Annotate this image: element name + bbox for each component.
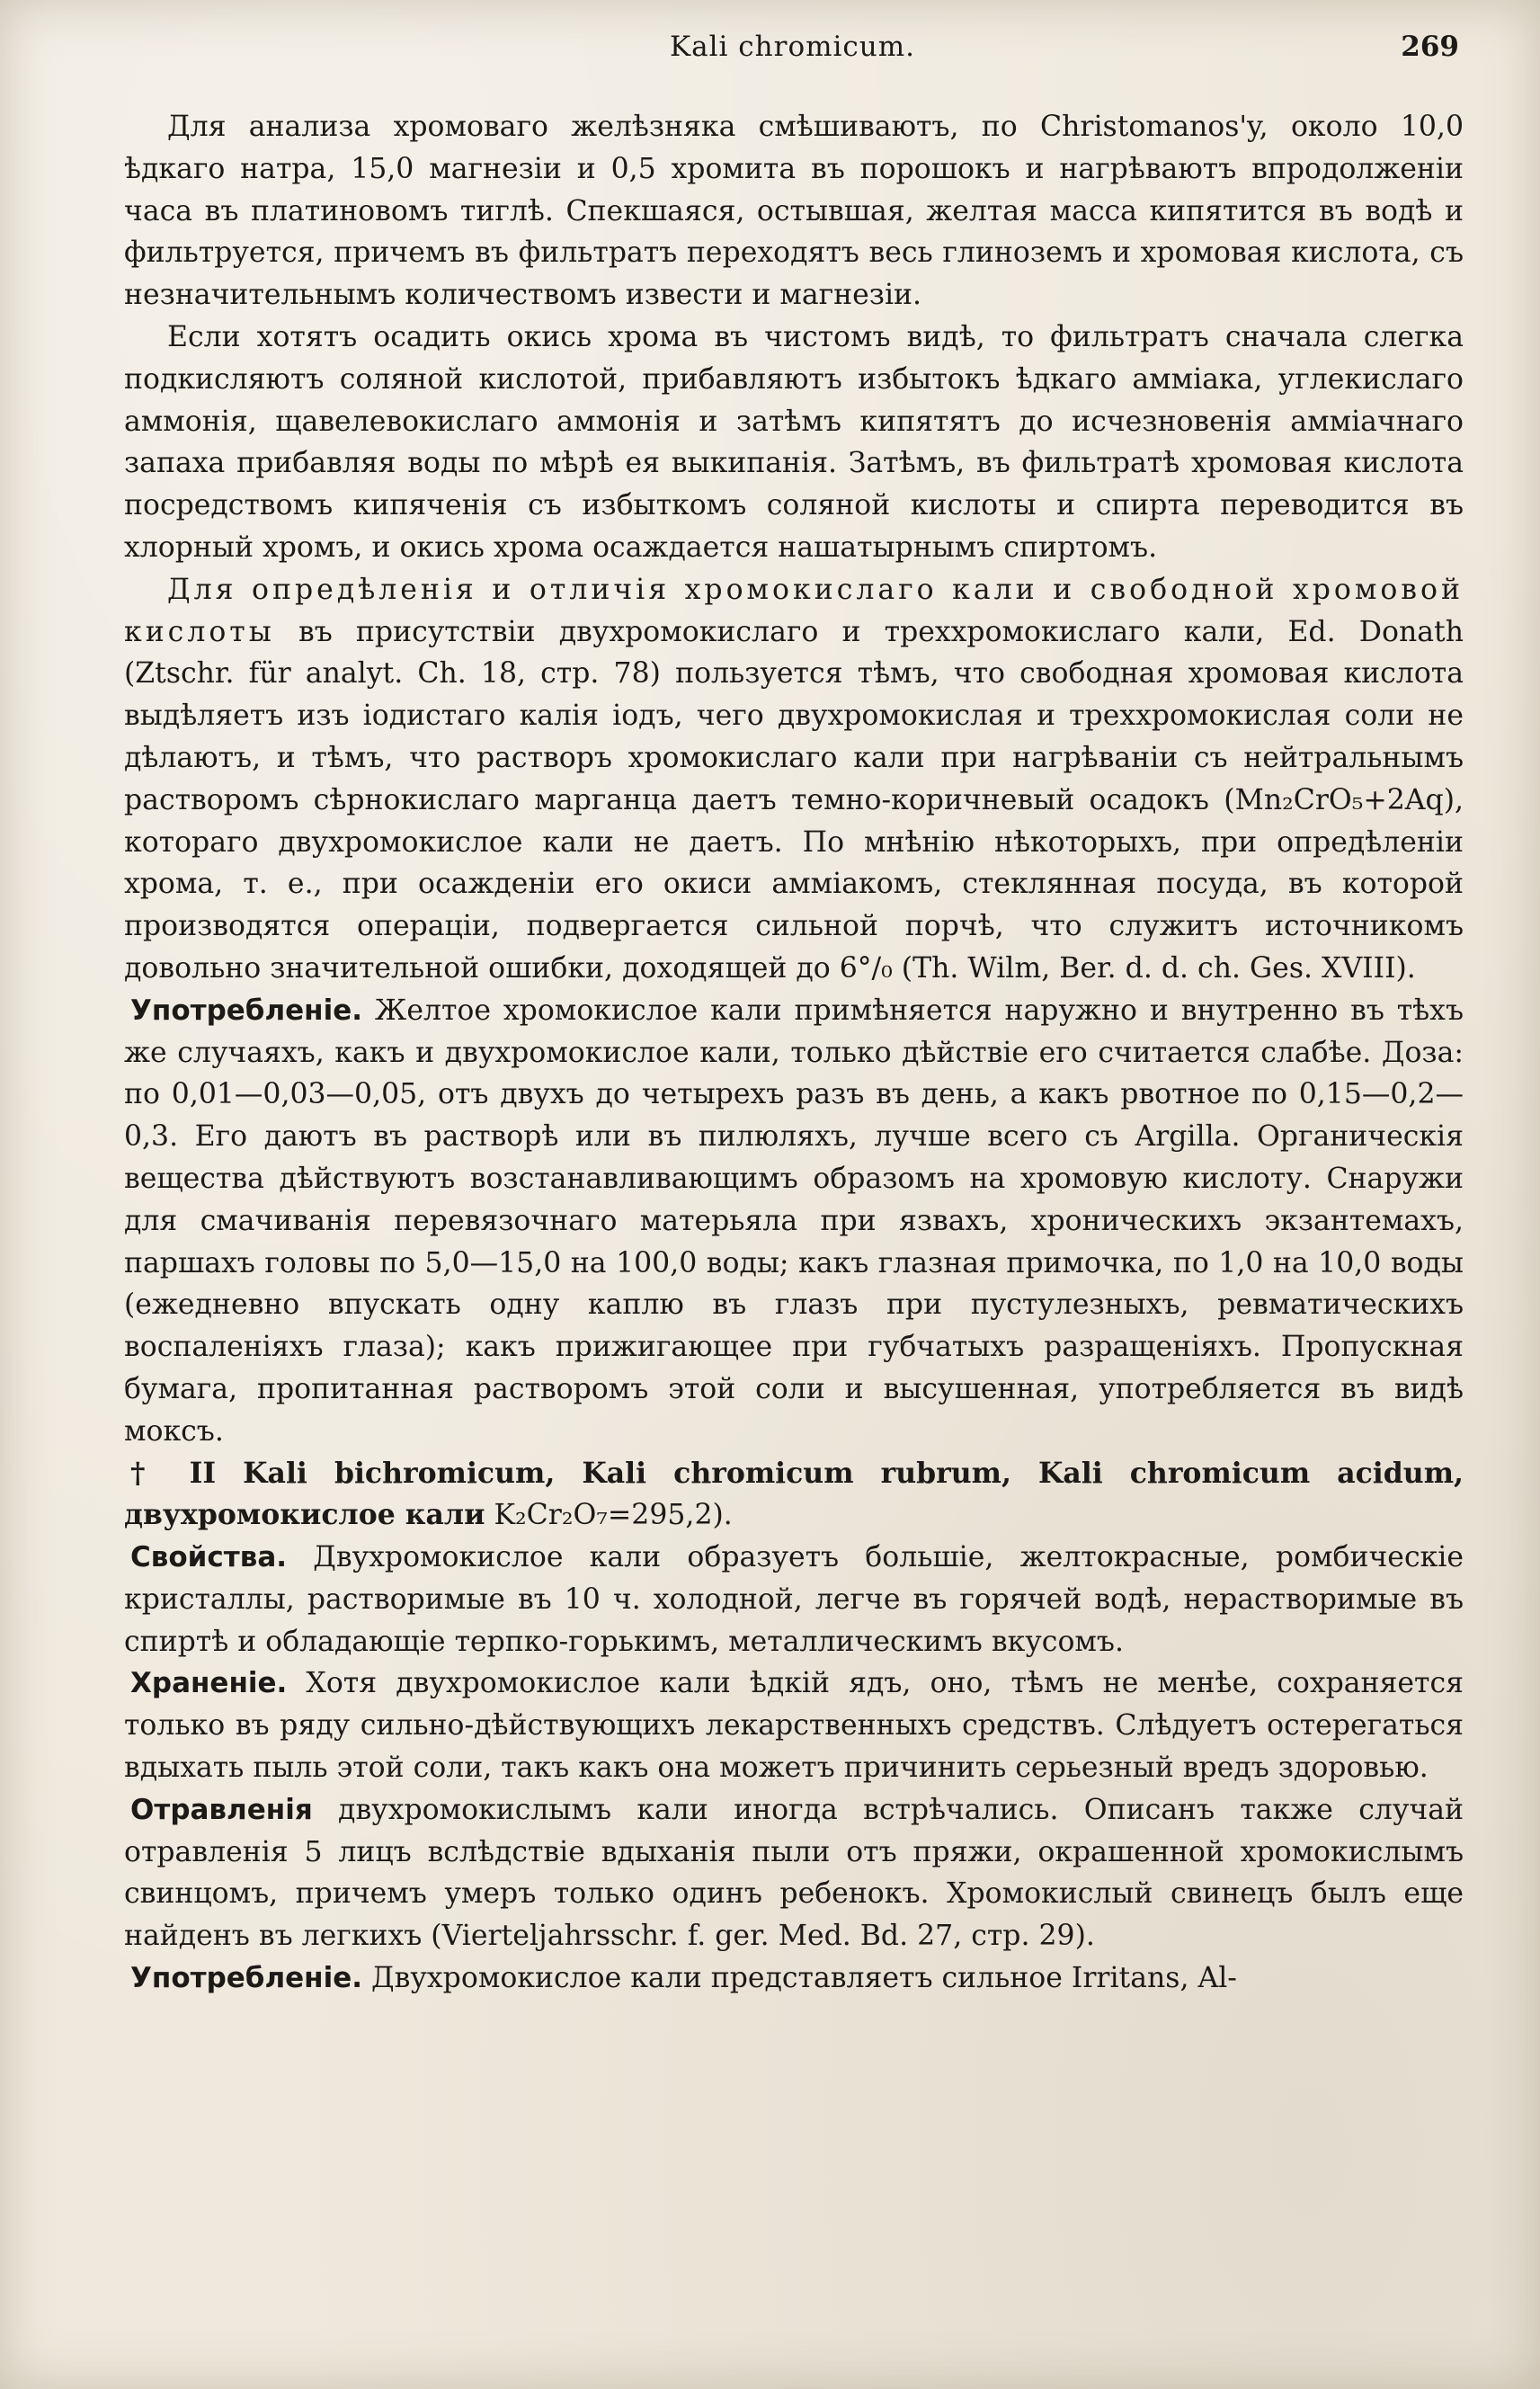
entry-heading-formula: K₂Cr₂O₇=295,2). bbox=[485, 1499, 733, 1532]
paragraph-determination bbox=[124, 569, 1464, 990]
paragraph-lead: Употребленіе. bbox=[130, 1962, 363, 1995]
paragraph-text: Двухромокислое кали представляетъ сильное Irritans, Al- bbox=[362, 1962, 1237, 1995]
paragraph-lead: Употребленіе. bbox=[130, 994, 363, 1027]
paragraph-text: двухромокислымъ кали иногда встрѣчались. Описанъ также случай отравленія 5 лицъ вслѣдствіе вдыханія пыли отъ пряжи, окрашенной хромокислымъ свинцомъ, причемъ умеръ только одинъ ребенокъ. Хромокислый свинецъ былъ еще найденъ въ легкихъ (Vierteljahrsschr. f. ger. Med. Bd. 27, стр. 29). bbox=[124, 1793, 1464, 1953]
paragraph-text: Для анализа хромоваго желѣзняка смѣшиваютъ, по Christomanos'y, около 10,0 ѣдкаго натра, 15,0 магнезіи и 0,5 хромита въ порошокъ и нагрѣваютъ впродолженіи часа въ платиновомъ тиглѣ. Спекшаяся, остывшая, желтая масса кипятится въ водѣ и фильтруется, причемъ въ фильтратъ переходятъ весь глиноземъ и хромовая кислота, съ незначительнымъ количествомъ извести и магнезіи. bbox=[124, 111, 1464, 312]
paragraph-storage bbox=[124, 1662, 1464, 1788]
running-title: Kali chromicum. bbox=[669, 31, 916, 63]
page-body bbox=[124, 106, 1464, 2000]
paragraph-poisoning bbox=[124, 1789, 1464, 1957]
paragraph-chromium-oxide-precipitation bbox=[124, 316, 1464, 569]
paragraph-text: Если хотятъ осадить окись хрома въ чистомъ видѣ, то фильтратъ сначала слегка подкисляютъ соляной кислотой, прибавляютъ избытокъ ѣдкаго амміака, углекислаго аммонія, щавелевокислаго аммонія и затѣмъ кипятятъ до исчезновенія амміачнаго запаха прибавляя воды по мѣрѣ ея выкипанія. Затѣмъ, въ фильтратѣ хромовая кислота посредствомъ кипяченія съ избыткомъ соляной кислоты и спирта переводится въ хлорный хромъ, и окись хрома осаждается нашатырнымъ спиртомъ. bbox=[124, 320, 1464, 564]
paragraph-properties bbox=[124, 1537, 1464, 1662]
entry-heading-kali-bichromicum bbox=[124, 1453, 1464, 1538]
paragraph-text: Хотя двухромокислое кали ѣдкій ядъ, оно, тѣмъ не менѣе, сохраняется только въ ряду сильно-дѣйствующихъ лекарственныхъ средствъ. Слѣдуетъ остерегаться вдыхать пыль этой соли, такъ какъ она можетъ причинить серьезный вредъ здоровью. bbox=[124, 1667, 1464, 1785]
paragraph-text: въ присутствіи двухромокислаго и треххромокислаго кали, Ed. Donath (Ztschr. für analyt. Ch. 18, стр. 78) пользуется тѣмъ, что свободная хромовая кислота выдѣляетъ изъ іодистаго калія іодъ, чего двухромокислая и треххромокислая соли не дѣлаютъ, и тѣмъ, что растворъ хромокислаго кали при нагрѣваніи съ нейтральнымъ растворомъ сѣрнокислаго марганца даетъ темно-коричневый осадокъ (Mn₂CrO₅+2Aq), котораго двухромокислое кали не даетъ. По мнѣнію нѣкоторыхъ, при опредѣленіи хрома, т. е., при осажденіи его окиси амміакомъ, стеклянная посуда, въ которой производятся операціи, подвергается сильной порчѣ, что служитъ источникомъ довольно значительной ошибки, доходящей до 6°/₀ (Th. Wilm, Ber. d. d. ch. Ges. XVIII). bbox=[124, 615, 1464, 985]
entry-heading-title: † II Kali bichromicum, Kali chromicum rubrum, Kali chromicum acidum, двухромокислое кали bbox=[124, 1456, 1464, 1532]
paragraph-usage-dichromate bbox=[124, 1957, 1464, 2000]
paragraph-chromite-analysis bbox=[124, 106, 1464, 316]
page-number: 269 bbox=[1401, 31, 1459, 63]
paragraph-usage-yellow bbox=[124, 990, 1464, 1453]
paragraph-text: Желтое хромокислое кали примѣняется наружно и внутренно въ тѣхъ же случаяхъ, какъ и двухромокислое кали, только дѣйствіе его считается слабѣе. Доза: по 0,01—0,03—0,05, отъ двухъ до четырехъ разъ въ день, а какъ рвотное по 0,15—0,2—0,3. Его даютъ въ растворѣ или въ пилюляхъ, лучше всего съ Argilla. Органическія вещества дѣйствуютъ возстанавливающимъ образомъ на хромовую кислоту. Снаружи для смачиванія перевязочнаго матерьяла при язвахъ, хроническихъ экзантемахъ, паршахъ головы по 5,0—15,0 на 100,0 воды; какъ глазная примочка, по 1,0 на 10,0 воды (ежедневно впускать одну каплю въ глазъ при пустулезныхъ, ревматическихъ воспаленіяхъ глаза); какъ прижигающее при губчатыхъ разращеніяхъ. Пропускная бумага, пропитанная растворомъ этой соли и высушенная, употребляется въ видѣ моксъ. bbox=[124, 994, 1464, 1448]
paragraph-lead: Свойства. bbox=[130, 1541, 288, 1574]
paragraph-lead-spaced: Для опредѣленія и отличія хромокислаго кали и свободной хромовой кислоты bbox=[124, 573, 1464, 648]
paragraph-text: Двухромокислое кали образуетъ большіе, желтокрасные, ромбическіе кристаллы, растворимые въ 10 ч. холодной, легче въ горячей водѣ, нерастворимые въ спиртѣ и обладающіе терпко-горькимъ, металлическимъ вкусомъ. bbox=[124, 1541, 1464, 1658]
paragraph-lead: Храненіе. bbox=[130, 1667, 288, 1700]
paragraph-lead: Отравленія bbox=[130, 1793, 313, 1826]
running-head bbox=[126, 31, 1459, 70]
